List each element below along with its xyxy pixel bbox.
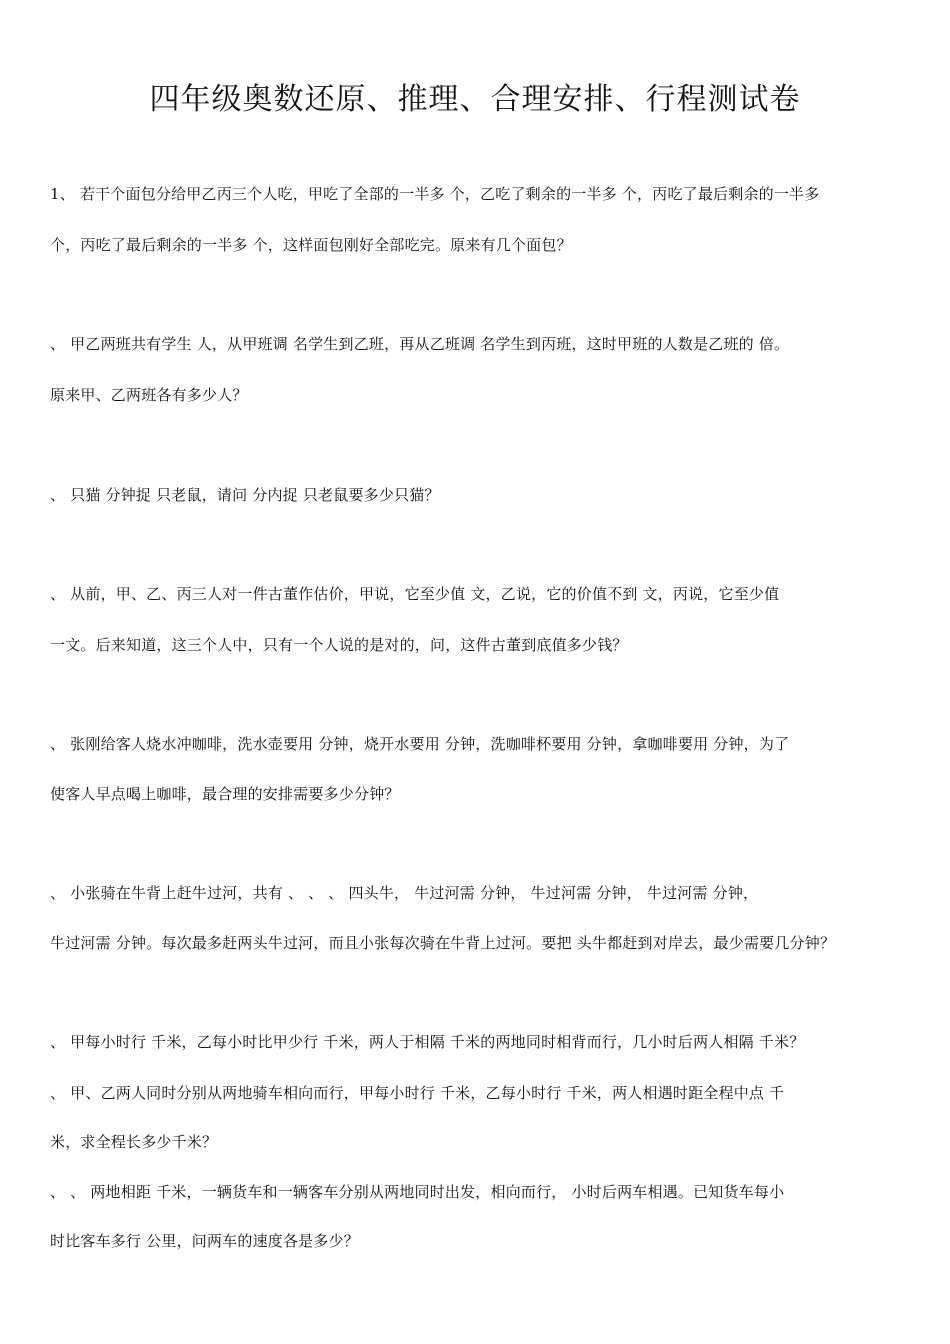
question-2-line-1: 、 甲乙两班共有学生 人，从甲班调 名学生到乙班，再从乙班调 名学生到丙班，这时甲班的人数是乙班的 倍。 xyxy=(50,335,790,353)
question-7-line-1: 、 甲每小时行 千米，乙每小时比甲少行 千米，两人于相隔 千米的两地同时相背而行，几小时后两人相隔 千米？ xyxy=(50,1033,805,1051)
question-6-line-1: 、 小张骑在牛背上赶牛过河，共有 、 、 、 四头牛， 牛过河需 分钟， 牛过河需 分钟， 牛过河需 分钟， xyxy=(50,884,759,902)
question-1-line-2: 个，丙吃了最后剩余的一半多 个，这样面包刚好全部吃完。原来有几个面包？ xyxy=(50,236,572,254)
question-2-line-2: 原来甲、乙两班各有多少人？ xyxy=(50,386,248,404)
question-4-line-1: 、 从前，甲、乙、丙三人对一件古董作估价，甲说，它至少值 文，乙说，它的价值不到 文，丙说，它至少值 xyxy=(50,585,780,603)
question-8-line-1: 、 甲、乙两人同时分别从两地骑车相向而行，甲每小时行 千米，乙每小时行 千米，两人相遇时距全程中点 千 xyxy=(50,1084,785,1102)
question-9-line-1: 、 、 两地相距 千米，一辆货车和一辆客车分别从两地同时出发，相向而行， 小时后两车相遇。已知货车每小 xyxy=(50,1183,785,1201)
question-1-line-1: 1、 若干个面包分给甲乙丙三个人吃，甲吃了全部的一半多 个，乙吃了剩余的一半多 个，丙吃了最后剩余的一半多 xyxy=(50,185,820,203)
page-title: 四年级奥数还原、推理、合理安排、行程测试卷 xyxy=(149,82,801,117)
question-6-line-2: 牛过河需 分钟。每次最多赶两头牛过河，而且小张每次骑在牛背上过河。要把 头牛都赶到对岸去，最少需要几分钟？ xyxy=(50,934,836,952)
question-4-line-2: 一文。后来知道，这三个人中，只有一个人说的是对的，问，这件古董到底值多少钱？ xyxy=(50,636,628,654)
question-8-line-2: 米，求全程长多少千米？ xyxy=(50,1133,218,1151)
question-5-line-2: 使客人早点喝上咖啡，最合理的安排需要多少分钟？ xyxy=(50,785,400,803)
question-9-line-2: 时比客车多行 公里，问两车的速度各是多少？ xyxy=(50,1232,359,1250)
question-5-line-1: 、 张刚给客人烧水冲咖啡，洗水壶要用 分钟，烧开水要用 分钟，洗咖啡杯要用 分钟，拿咖啡要用 分钟，为了 xyxy=(50,735,790,753)
question-3-line-1: 、 只猫 分钟捉 只老鼠，请问 分内捉 只老鼠要多少只猫？ xyxy=(50,486,440,504)
